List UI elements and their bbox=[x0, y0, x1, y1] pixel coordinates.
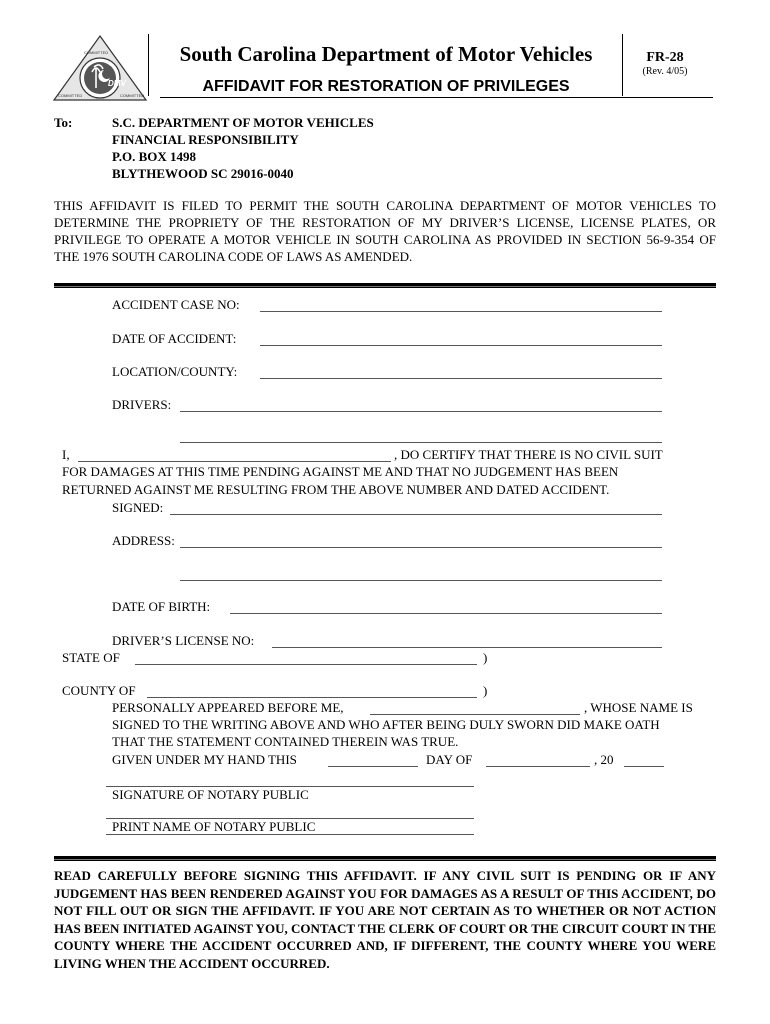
accident-case-no-label: ACCIDENT CASE NO: bbox=[112, 297, 240, 312]
whose-name-text: , WHOSE NAME IS bbox=[584, 700, 693, 715]
notary-signature-label: SIGNATURE OF NOTARY PUBLIC bbox=[112, 787, 309, 802]
year-prefix-text: , 20 bbox=[594, 752, 614, 767]
county-of-input[interactable] bbox=[147, 697, 477, 698]
dmv-logo-icon bbox=[50, 34, 150, 104]
signed-input[interactable] bbox=[170, 514, 662, 515]
day-of-text: DAY OF bbox=[426, 752, 473, 767]
appeared-before-text: PERSONALLY APPEARED BEFORE ME, bbox=[112, 700, 344, 715]
appeared-name-input[interactable] bbox=[370, 714, 580, 715]
section-divider-top bbox=[54, 283, 716, 288]
drivers-label: DRIVERS: bbox=[112, 397, 172, 412]
header-bottom-rule bbox=[160, 97, 713, 98]
warning-paragraph: READ CAREFULLY BEFORE SIGNING THIS AFFIDAVIT. IF ANY CIVIL SUIT IS PENDING OR IF ANY JUDGEMENT HAS BEEN RENDERED AGAINST YOU FOR DAMAGES AS A RESULT OF THIS ACCIDENT, DO NOT FILL OUT OR SIGN THE AFFIDAVIT. IF YOU ARE NOT CERTAIN AS TO WHETHER OR NOT ACTION HAS BEEN INITIATED AGAINST YOU, CONTACT THE CLERK OF COURT OR THE CIRCUIT COURT IN THE COUNTY WHERE THE ACCIDENT OCCURRED AND, IF DIFFERENT, THE COUNTY WHERE YOU WERE LIVING WHEN THE ACCIDENT OCCURRED. bbox=[54, 868, 716, 971]
county-paren: ) bbox=[483, 683, 488, 698]
certify-i-label: I, bbox=[62, 447, 70, 462]
notary-print-name-label: PRINT NAME OF NOTARY PUBLIC bbox=[112, 819, 316, 834]
date-of-accident-input[interactable] bbox=[260, 345, 662, 346]
state-paren: ) bbox=[483, 650, 488, 665]
state-of-input[interactable] bbox=[135, 664, 477, 665]
header-left-divider bbox=[148, 34, 149, 96]
dmv-logo bbox=[50, 34, 150, 104]
county-of-label: COUNTY OF bbox=[62, 683, 136, 698]
date-of-birth-label: DATE OF BIRTH: bbox=[112, 599, 211, 614]
to-label: To: bbox=[54, 115, 73, 130]
certify-line-3: RETURNED AGAINST ME RESULTING FROM THE ABOVE NUMBER AND DATED ACCIDENT. bbox=[62, 482, 610, 497]
address-input-2[interactable] bbox=[180, 580, 662, 581]
day-input[interactable] bbox=[328, 766, 418, 767]
accident-case-no-input[interactable] bbox=[260, 311, 662, 312]
certify-statement: , DO CERTIFY THAT THERE IS NO CIVIL SUIT bbox=[394, 447, 663, 462]
form-subtitle: AFFIDAVIT FOR RESTORATION OF PRIVILEGES bbox=[202, 78, 570, 95]
svg-text:COMMITTED: COMMITTED bbox=[84, 50, 109, 55]
section-divider-bottom bbox=[54, 856, 716, 861]
address-line-4: BLYTHEWOOD SC 29016-0040 bbox=[112, 166, 294, 181]
address-input-1[interactable] bbox=[180, 547, 662, 548]
location-county-label: LOCATION/COUNTY: bbox=[112, 364, 238, 379]
address-line-3: P.O. BOX 1498 bbox=[112, 149, 197, 164]
drivers-license-input[interactable] bbox=[272, 647, 662, 648]
month-input[interactable] bbox=[486, 766, 590, 767]
notary-line-3: THAT THE STATEMENT CONTAINED THEREIN WAS TRUE. bbox=[112, 734, 459, 749]
address-line-1: S.C. DEPARTMENT OF MOTOR VEHICLES bbox=[112, 115, 374, 130]
drivers-input-1[interactable] bbox=[180, 411, 662, 412]
svg-text:DMV: DMV bbox=[108, 79, 126, 88]
location-county-input[interactable] bbox=[260, 378, 662, 379]
form-revision: (Rev. 4/05) bbox=[642, 66, 688, 77]
page-title: South Carolina Department of Motor Vehicles bbox=[179, 42, 593, 66]
signed-label: SIGNED: bbox=[112, 500, 164, 515]
drivers-license-label: DRIVER’S LICENSE NO: bbox=[112, 633, 255, 648]
certify-name-input[interactable] bbox=[78, 461, 391, 462]
notary-print-name-underline bbox=[106, 834, 474, 835]
date-of-birth-input[interactable] bbox=[230, 613, 662, 614]
notary-line-2: SIGNED TO THE WRITING ABOVE AND WHO AFTER BEING DULY SWORN DID MAKE OATH bbox=[112, 717, 660, 732]
year-input[interactable] bbox=[624, 766, 664, 767]
intro-paragraph: THIS AFFIDAVIT IS FILED TO PERMIT THE SOUTH CAROLINA DEPARTMENT OF MOTOR VEHICLES TO DETERMINE THE PROPRIETY OF THE RESTORATION OF MY DRIVER’S LICENSE, LICENSE PLATES, OR PRIVILEGE TO OPERATE A MOTOR VEHICLE IN SOUTH CAROLINA AS PROVIDED IN SECTION 56-9-354 OF THE 1976 SOUTH CAROLINA CODE OF LAWS AS AMENDED. bbox=[54, 198, 716, 264]
form-number: FR-28 bbox=[646, 50, 684, 65]
svg-text:COMMITTED: COMMITTED bbox=[58, 93, 83, 98]
state-of-label: STATE OF bbox=[62, 650, 120, 665]
header-right-divider bbox=[622, 34, 623, 96]
address-line-2: FINANCIAL RESPONSIBILITY bbox=[112, 132, 299, 147]
drivers-input-2[interactable] bbox=[180, 442, 662, 443]
address-label: ADDRESS: bbox=[112, 533, 175, 548]
given-under-text: GIVEN UNDER MY HAND THIS bbox=[112, 752, 297, 767]
svg-text:COMMITTED: COMMITTED bbox=[120, 93, 145, 98]
certify-line-2: FOR DAMAGES AT THIS TIME PENDING AGAINST ME AND THAT NO JUDGEMENT HAS BEEN bbox=[62, 464, 619, 479]
date-of-accident-label: DATE OF ACCIDENT: bbox=[112, 331, 237, 346]
